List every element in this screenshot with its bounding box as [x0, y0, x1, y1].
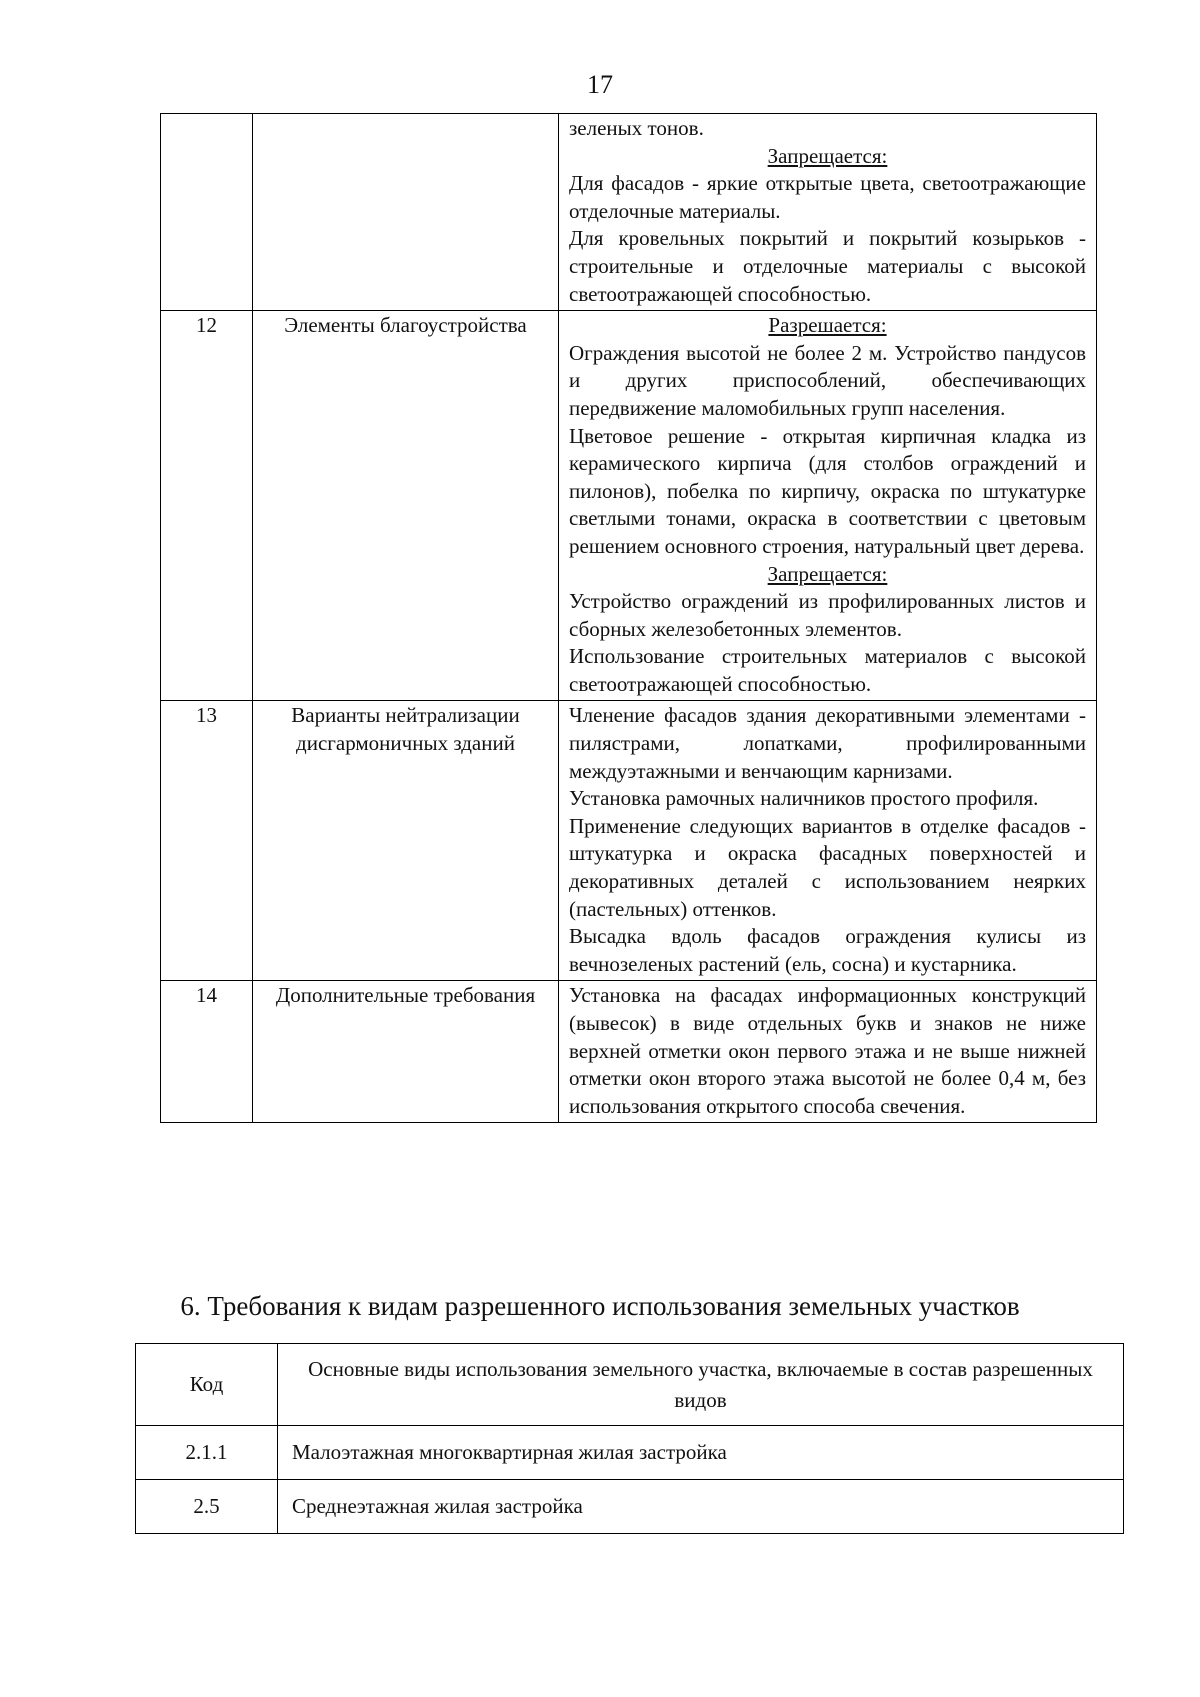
desc-paragraph: Устройство ограждений из профилированных листов и сборных железобетонных элементов.	[569, 589, 1086, 641]
table-row	[161, 311, 1097, 701]
section-heading: 6. Требования к видам разрешенного использования земельных участков	[180, 1291, 1020, 1321]
desc-paragraph: Высадка вдоль фасадов ограждения кулисы из вечнозеленых растений (ель, сосна) и кустарника.	[569, 924, 1086, 976]
row-name: Дополнительные требования	[253, 981, 559, 1123]
use-cell: Среднеэтажная жилая застройка	[278, 1480, 1124, 1534]
row-description	[559, 114, 1097, 311]
row-number: 13	[161, 701, 253, 981]
desc-paragraph: Установка на фасадах информационных конструкций (вывесок) в виде отдельных букв и знаков не ниже верхней отметки окон первого этажа и не выше нижней отметки окон второго этажа высотой не более 0,4 м, без использования открытого способа свечения.	[569, 983, 1086, 1118]
row-description	[559, 701, 1097, 981]
row-number	[161, 114, 253, 311]
page-number: 17	[587, 70, 613, 99]
table-row	[161, 701, 1097, 981]
desc-paragraph: Для кровельных покрытий и покрытий козырьков - строительные и отделочные материалы с высокой светоотражающей способностью.	[569, 226, 1086, 306]
row-description	[559, 311, 1097, 701]
desc-paragraph: Использование строительных материалов с высокой светоотражающей способностью.	[569, 644, 1086, 696]
desc-paragraph: Для фасадов - яркие открытые цвета, светоотражающие отделочные материалы.	[569, 171, 1086, 223]
desc-paragraph: Членение фасадов здания декоративными элементами - пилястрами, лопатками, профилированными междуэтажными и венчающим карнизами.	[569, 703, 1086, 783]
row-description	[559, 981, 1097, 1123]
row-name: Элементы благоустройства	[253, 311, 559, 701]
desc-paragraph: Установка рамочных наличников простого профиля.	[569, 786, 1039, 811]
table-row	[161, 114, 1097, 311]
desc-paragraph: Применение следующих вариантов в отделке фасадов - штукатурка и окраска фасадных поверхностей и декоративных деталей с использованием неярких (пастельных) оттенков.	[569, 813, 1086, 921]
code-column-header: Код	[136, 1344, 278, 1426]
table-row	[161, 981, 1097, 1123]
table-row	[136, 1480, 1124, 1534]
requirements-table	[160, 113, 1097, 1123]
table-header-row	[136, 1344, 1124, 1426]
row-name: Варианты нейтрализации дисгармоничных зданий	[253, 701, 559, 981]
row-number: 12	[161, 311, 253, 701]
use-cell: Малоэтажная многоквартирная жилая застройка	[278, 1426, 1124, 1480]
row-name	[253, 114, 559, 311]
desc-paragraph: Ограждения высотой не более 2 м. Устройство пандусов и других приспособлений, обеспечивающих передвижение маломобильных групп населения.	[569, 340, 1086, 420]
desc-subheading-forbidden: Запрещается:	[767, 143, 888, 168]
code-cell: 2.1.1	[136, 1426, 278, 1480]
desc-subheading-forbidden: Запрещается:	[767, 561, 888, 586]
code-cell: 2.5	[136, 1480, 278, 1534]
desc-paragraph: Цветовое решение - открытая кирпичная кладка из керамического кирпича (для столбов ограждений и пилонов), побелка по кирпичу, окраска по штукатурке светлыми тонами, окраска в соответствии с цветовым решением основного строения, натуральный цвет дерева.	[569, 423, 1086, 558]
land-use-codes-table	[135, 1343, 1124, 1534]
desc-subheading-allowed: Разрешается:	[768, 313, 887, 338]
table-row	[136, 1426, 1124, 1480]
use-column-header: Основные виды использования земельного участка, включаемые в состав разрешенных видов	[278, 1344, 1124, 1426]
desc-paragraph: зеленых тонов.	[569, 116, 704, 140]
row-number: 14	[161, 981, 253, 1123]
